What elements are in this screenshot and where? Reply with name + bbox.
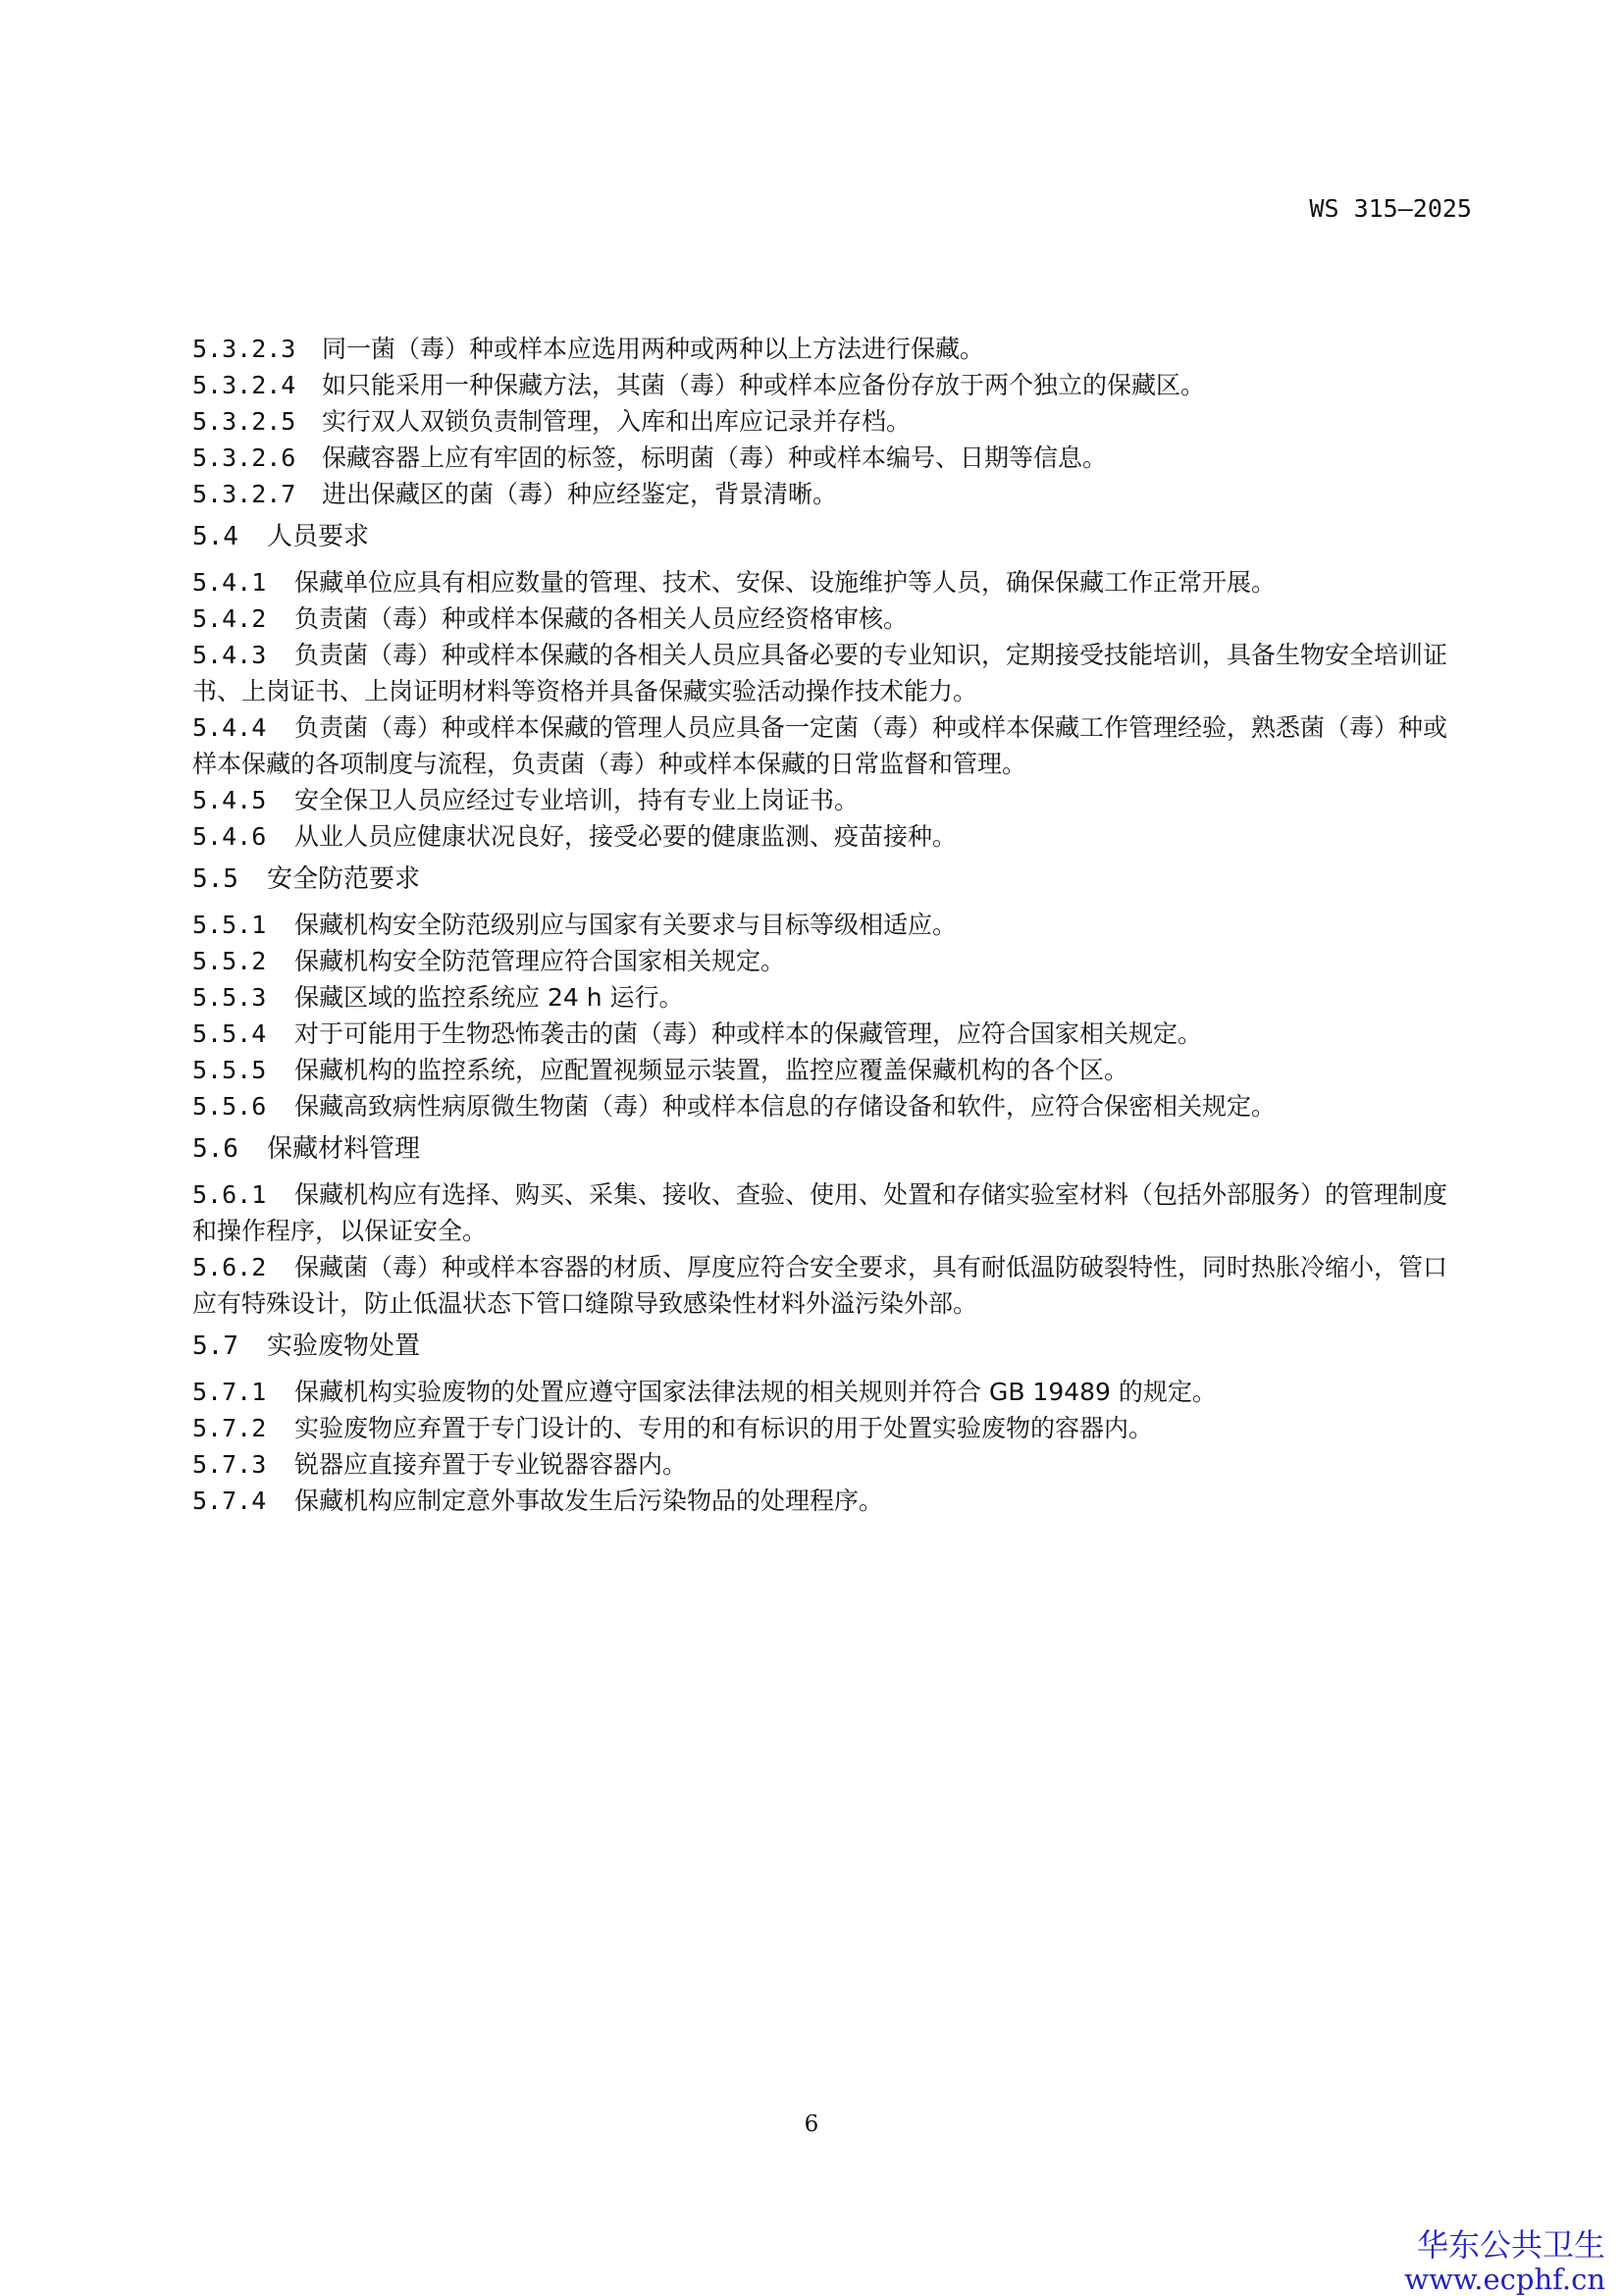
clause-5-3-2-3: 5.3.2.3 同一菌（毒）种或样本应选用两种或两种以上方法进行保藏。 xyxy=(192,335,985,363)
watermark-url: www.ecphf.cn xyxy=(1404,2263,1605,2296)
clause-5-5-5: 5.5.5 保藏机构的监控系统，应配置视频显示装置，监控应覆盖保藏机构的各个区。 xyxy=(192,1056,1129,1084)
clause-5-3-2-5: 5.3.2.5 实行双人双锁负责制管理，入库和出库应记录并存档。 xyxy=(192,407,912,436)
clause-5-4-6: 5.4.6 从业人员应健康状况良好，接受必要的健康监测、疫苗接种。 xyxy=(192,822,958,851)
watermark-name: 华东公共卫生 xyxy=(1416,2226,1605,2264)
clause-5-7-4: 5.7.4 保藏机构应制定意外事故发生后污染物品的处理程序。 xyxy=(192,1487,884,1515)
section-heading: 5.5 安全防范要求 xyxy=(192,864,421,894)
clause-5-5-1: 5.5.1 保藏机构安全防范级别应与国家有关要求与目标等级相适应。 xyxy=(192,911,958,939)
clause-5-4-1: 5.4.1 保藏单位应具有相应数量的管理、技术、安保、设施维护等人员，确保保藏工作正常开展。 xyxy=(192,568,1277,597)
clause-5-4-3: 5.4.3 负责菌（毒）种或样本保藏的各相关人员应具备必要的专业知识，定期接受技能培训，具备生物安全培训证书、上岗证书、上岗证明材料等资格并具备保藏实验活动操作技术能力。 xyxy=(192,641,1448,705)
clause-5-6-1: 5.6.1 保藏机构应有选择、购买、采集、接收、查验、使用、处置和存储实验室材料（包括外部服务）的管理制度和操作程序，以保证安全。 xyxy=(192,1180,1448,1245)
clause-5-3-2-7: 5.3.2.7 进出保藏区的菌（毒）种应经鉴定，背景清晰。 xyxy=(192,480,838,508)
document-body xyxy=(192,331,1470,1519)
section-heading: 5.4 人员要求 xyxy=(192,522,370,551)
clause-5-3-2-4: 5.3.2.4 如只能采用一种保藏方法，其菌（毒）种或样本应备份存放于两个独立的保藏区。 xyxy=(192,371,1206,399)
section-5-3-2 xyxy=(192,331,1470,512)
page-number: 6 xyxy=(804,2112,819,2137)
clause-5-5-2: 5.5.2 保藏机构安全防范管理应符合国家相关规定。 xyxy=(192,947,786,975)
clause-5-5-3: 5.5.3 保藏区域的监控系统应 24 h 运行。 xyxy=(192,983,684,1012)
section-5-5 xyxy=(192,855,1470,1124)
section-heading: 5.7 实验废物处置 xyxy=(192,1331,421,1361)
site-watermark xyxy=(1404,2227,1605,2296)
section-5-6 xyxy=(192,1124,1470,1322)
clause-5-5-4: 5.5.4 对于可能用于生物恐怖袭击的菌（毒）种或样本的保藏管理，应符合国家相关规定。 xyxy=(192,1019,1203,1048)
clause-5-4-4: 5.4.4 负责菌（毒）种或样本保藏的管理人员应具备一定菌（毒）种或样本保藏工作管理经验，熟悉菌（毒）种或样本保藏的各项制度与流程，负责菌（毒）种或样本保藏的日常监督和管理。 xyxy=(192,713,1448,778)
section-5-4 xyxy=(192,512,1470,855)
clause-5-4-2: 5.4.2 负责菌（毒）种或样本保藏的各相关人员应经资格审核。 xyxy=(192,604,909,633)
section-heading: 5.6 保藏材料管理 xyxy=(192,1134,421,1164)
clause-5-7-1: 5.7.1 保藏机构实验废物的处置应遵守国家法律法规的相关规则并符合 GB 19489 的规定。 xyxy=(192,1378,1217,1406)
clause-5-5-6: 5.5.6 保藏高致病性病原微生物菌（毒）种或样本信息的存储设备和软件，应符合保密相关规定。 xyxy=(192,1092,1277,1121)
clause-5-7-2: 5.7.2 实验废物应弃置于专门设计的、专用的和有标识的用于处置实验废物的容器内。 xyxy=(192,1414,1154,1442)
clause-5-3-2-6: 5.3.2.6 保藏容器上应有牢固的标签，标明菌（毒）种或样本编号、日期等信息。 xyxy=(192,444,1108,472)
section-5-7 xyxy=(192,1322,1470,1519)
clause-5-4-5: 5.4.5 安全保卫人员应经过专业培训，持有专业上岗证书。 xyxy=(192,786,860,814)
clause-5-7-3: 5.7.3 锐器应直接弃置于专业锐器容器内。 xyxy=(192,1450,688,1479)
document-code: WS 315—2025 xyxy=(1309,194,1472,223)
clause-5-6-2: 5.6.2 保藏菌（毒）种或样本容器的材质、厚度应符合安全要求，具有耐低温防破裂特性，同时热胀冷缩小，管口应有特殊设计，防止低温状态下管口缝隙导致感染性材料外溢污染外部。 xyxy=(192,1253,1448,1318)
